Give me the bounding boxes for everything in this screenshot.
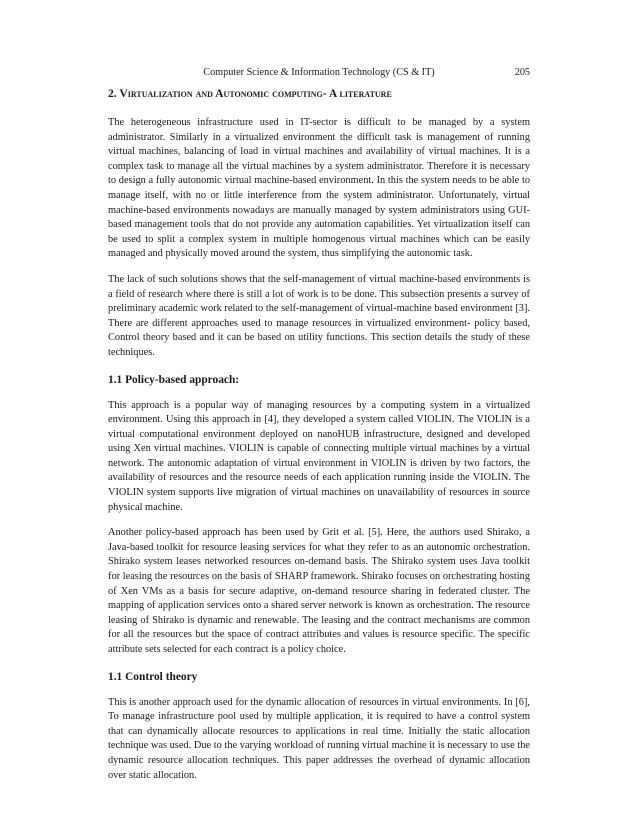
page-content xyxy=(108,86,530,783)
journal-name: Computer Science & Information Technology (CS & IT) xyxy=(203,67,435,78)
policy-paragraph-2: Another policy-based approach has been used by Grit et al. [5]. Here, the authors used Shirako, a Java-based toolkit for resource leasing services for what they refer to as an autonomic orchestration. Shirako system leases networked resources on-demand basis. The Shirako system uses Java toolkit for leasing the resources on the basis of SHARP framework. Shirako focuses on orchestrating hosting of Xen VMs as a basis for secure adaptive, on-demand resource sharing in federated cluster. The mapping of application services onto a shared server network is known as orchestration. The resource leasing of Shirako is dynamic and renewable. The leasing and the contract mechanisms are common for all the resources but the space of contract attributes and values is resource specific. The specific attribute sets selected for each contract is a policy choice. xyxy=(108,527,530,655)
section-paragraph-2: The lack of such solutions shows that the self-management of virtual machine-based environments is a field of research where there is still a lot of work is to be done. This subsection presents a survey of preliminary academic work related to the self-management of virtual-machine based environment [3]. There are different approaches used to manage resources in virtualized environment- policy based, Control theory based and it can be based on utility functions. This section details the study of these techniques. xyxy=(108,273,530,358)
section-title-text: 2. Virtualization and Autonomic computing- A literature xyxy=(108,87,392,100)
subsection-title-control: 1.1 Control theory xyxy=(108,670,198,683)
subsection-title-policy: 1.1 Policy-based approach: xyxy=(108,373,240,386)
section-paragraph-1: The heterogeneous infrastructure used in IT-sector is difficult to be managed by a system administrator. Similarly in a virtualized environment the difficult task is management of running virtual machines, balancing of load in virtual machines and availability of virtual machines. It is a complex task to manage all the virtual machines by a system administrator. Therefore it is necessary to design a fully autonomic virtual machine-based environment. In this the system needs to be able to manage itself, with no or little interference from the system administrator. Unfortunately, virtual machine-based environments nowadays are manually managed by system administrators using GUI-based management tools that do not provide any automation capabilities. Yet virtualization itself can be used to split a complex system in multiple homogenous virtual machines which can be easily managed and physically moved around the system, thus simplifying the autonomic task. xyxy=(108,117,530,260)
control-paragraph-1: This is another approach used for the dynamic allocation of resources in virtual environments. In [6], To manage infrastructure pool used by multiple application, it is required to have a control system that can dynamically allocate resources to applications in real time. Initially the static allocation technique was used. Due to the varying workload of running virtual machine it is necessary to use the dynamic resource allocation techniques. This paper addresses the overhead of dynamic allocation over static allocation. xyxy=(108,696,530,781)
policy-paragraph-1: This approach is a popular way of managing resources by a computing system in a virtualized environment. Using this approach in [4], they developed a system called VIOLIN. The VIOLIN is a virtual computational environment deployed on nanoHUB infrastructure, designed and developed using Xen virtual machines. VIOLIN is capable of connecting multiple virtual machines by a virtual network. The autonomic adaptation of virtual environment in VIOLIN is driven by two factors, the availability of resources and the resource needs of each application running inside the VIOLIN. The VIOLIN system supports live migration of virtual machines on unavailability of resources in source physical machine. xyxy=(108,399,530,513)
page-number: 205 xyxy=(514,67,530,78)
section-title xyxy=(108,86,530,102)
running-header xyxy=(108,66,530,80)
